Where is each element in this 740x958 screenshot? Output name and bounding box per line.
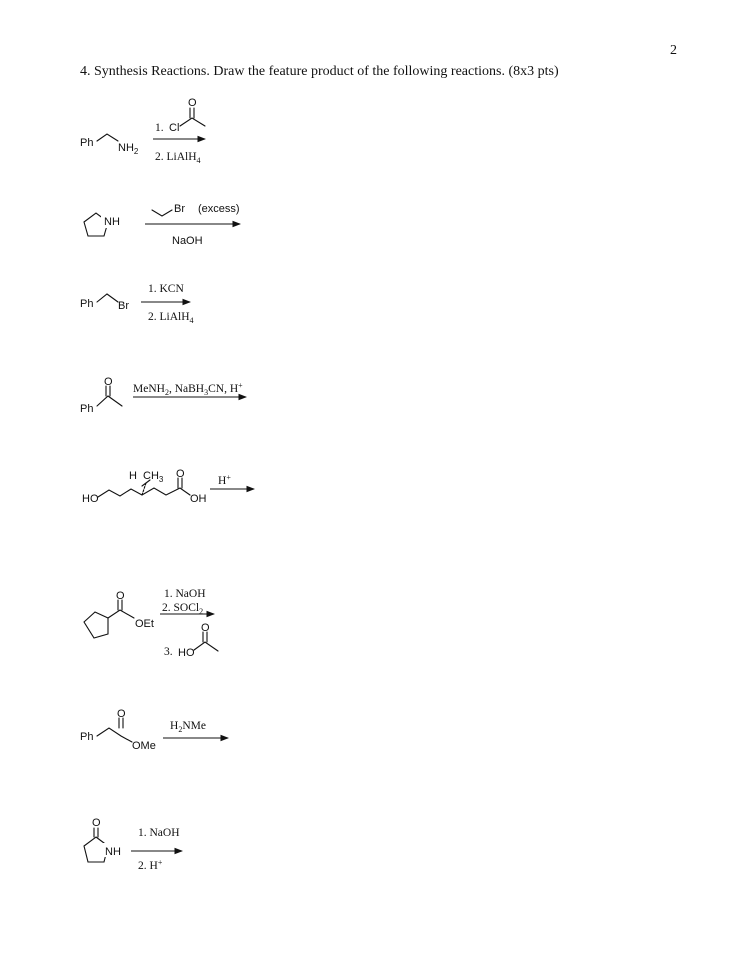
r6-step2-label: 2. SOCl$_2$ xyxy=(162,602,204,616)
page-number: 2 xyxy=(670,43,677,58)
r2-naoh-label: NaOH xyxy=(172,235,203,247)
r5-h-label: H xyxy=(129,470,137,482)
r7-ph-label: Ph xyxy=(80,731,94,743)
r4-ph-label: Ph xyxy=(80,403,94,415)
r1-acyl-bonds xyxy=(180,118,205,126)
reaction-6 xyxy=(84,588,218,659)
r3-kcn-label: 1. KCN xyxy=(148,283,184,295)
r7-ester-bonds xyxy=(97,728,132,742)
r5-o-label: O xyxy=(176,468,185,480)
r1-nh2-label: $NH_2$ xyxy=(118,142,139,156)
r6-ho-label: HO xyxy=(178,647,195,659)
r5-oh-label: OH xyxy=(190,493,207,505)
r3-ph-label: Ph xyxy=(80,298,94,310)
r4-reagent-label: MeNH$_2$, NaBH$_3$CN, H+ xyxy=(133,381,243,397)
question-heading: 4. Synthesis Reactions. Draw the feature product of the following reactions. (8x3 pts) xyxy=(80,64,559,79)
reaction-7 xyxy=(80,708,228,752)
r6-step3-number: 3. xyxy=(164,646,173,658)
reaction-2 xyxy=(84,203,240,247)
r6-ester-bonds xyxy=(108,610,134,618)
r6-step1-label: 1. NaOH xyxy=(164,588,206,600)
r5-ho-label: HO xyxy=(82,493,99,505)
reaction-1 xyxy=(80,97,205,165)
r1-acyl-cl-label: Cl xyxy=(169,122,180,134)
r6-cyclopentane-ring xyxy=(84,612,108,638)
r2-ethyl-bonds xyxy=(152,210,172,216)
r8-nh-label: NH xyxy=(105,846,121,858)
r6-o-label: O xyxy=(116,590,125,602)
reaction-5 xyxy=(82,468,254,505)
r8-step1-label: 1. NaOH xyxy=(138,827,180,839)
r1-ph-label: Ph xyxy=(80,137,94,149)
reaction-4 xyxy=(80,376,246,415)
r7-ome-label: OMe xyxy=(132,740,156,752)
r4-o-label: O xyxy=(104,376,113,388)
r5-acid-label: H+ xyxy=(218,473,231,487)
r7-amine-label: $H_2NMe$ xyxy=(170,720,206,734)
r6-acid-bonds xyxy=(194,642,218,651)
r1-substrate-bonds xyxy=(97,134,118,141)
r4-ketone-bonds xyxy=(97,396,122,406)
r2-excess-label: (excess) xyxy=(198,203,240,215)
r3-substrate-bonds xyxy=(97,294,118,302)
r8-o-label: O xyxy=(92,817,101,829)
r5-ch3-label: $CH_3$ xyxy=(143,470,164,484)
r2-br-label: Br xyxy=(174,203,185,215)
r6-acid-o-label: O xyxy=(201,622,210,634)
r7-o-label: O xyxy=(117,708,126,720)
r1-step1-number: 1. xyxy=(155,122,164,134)
r2-nh-label: NH xyxy=(104,216,120,228)
reaction-3 xyxy=(80,283,194,325)
r3-lialh4-label: 2. LiAlH$_4$ xyxy=(148,311,194,325)
reaction-8 xyxy=(84,817,182,872)
r1-acyl-o-label: O xyxy=(188,97,197,109)
r1-step2-label: 2. LiAlH$_4$ xyxy=(155,151,201,165)
r3-br-label: Br xyxy=(118,300,129,312)
r8-step2-label: 2. H+ xyxy=(138,858,163,872)
r6-oet-label: OEt xyxy=(135,618,154,630)
